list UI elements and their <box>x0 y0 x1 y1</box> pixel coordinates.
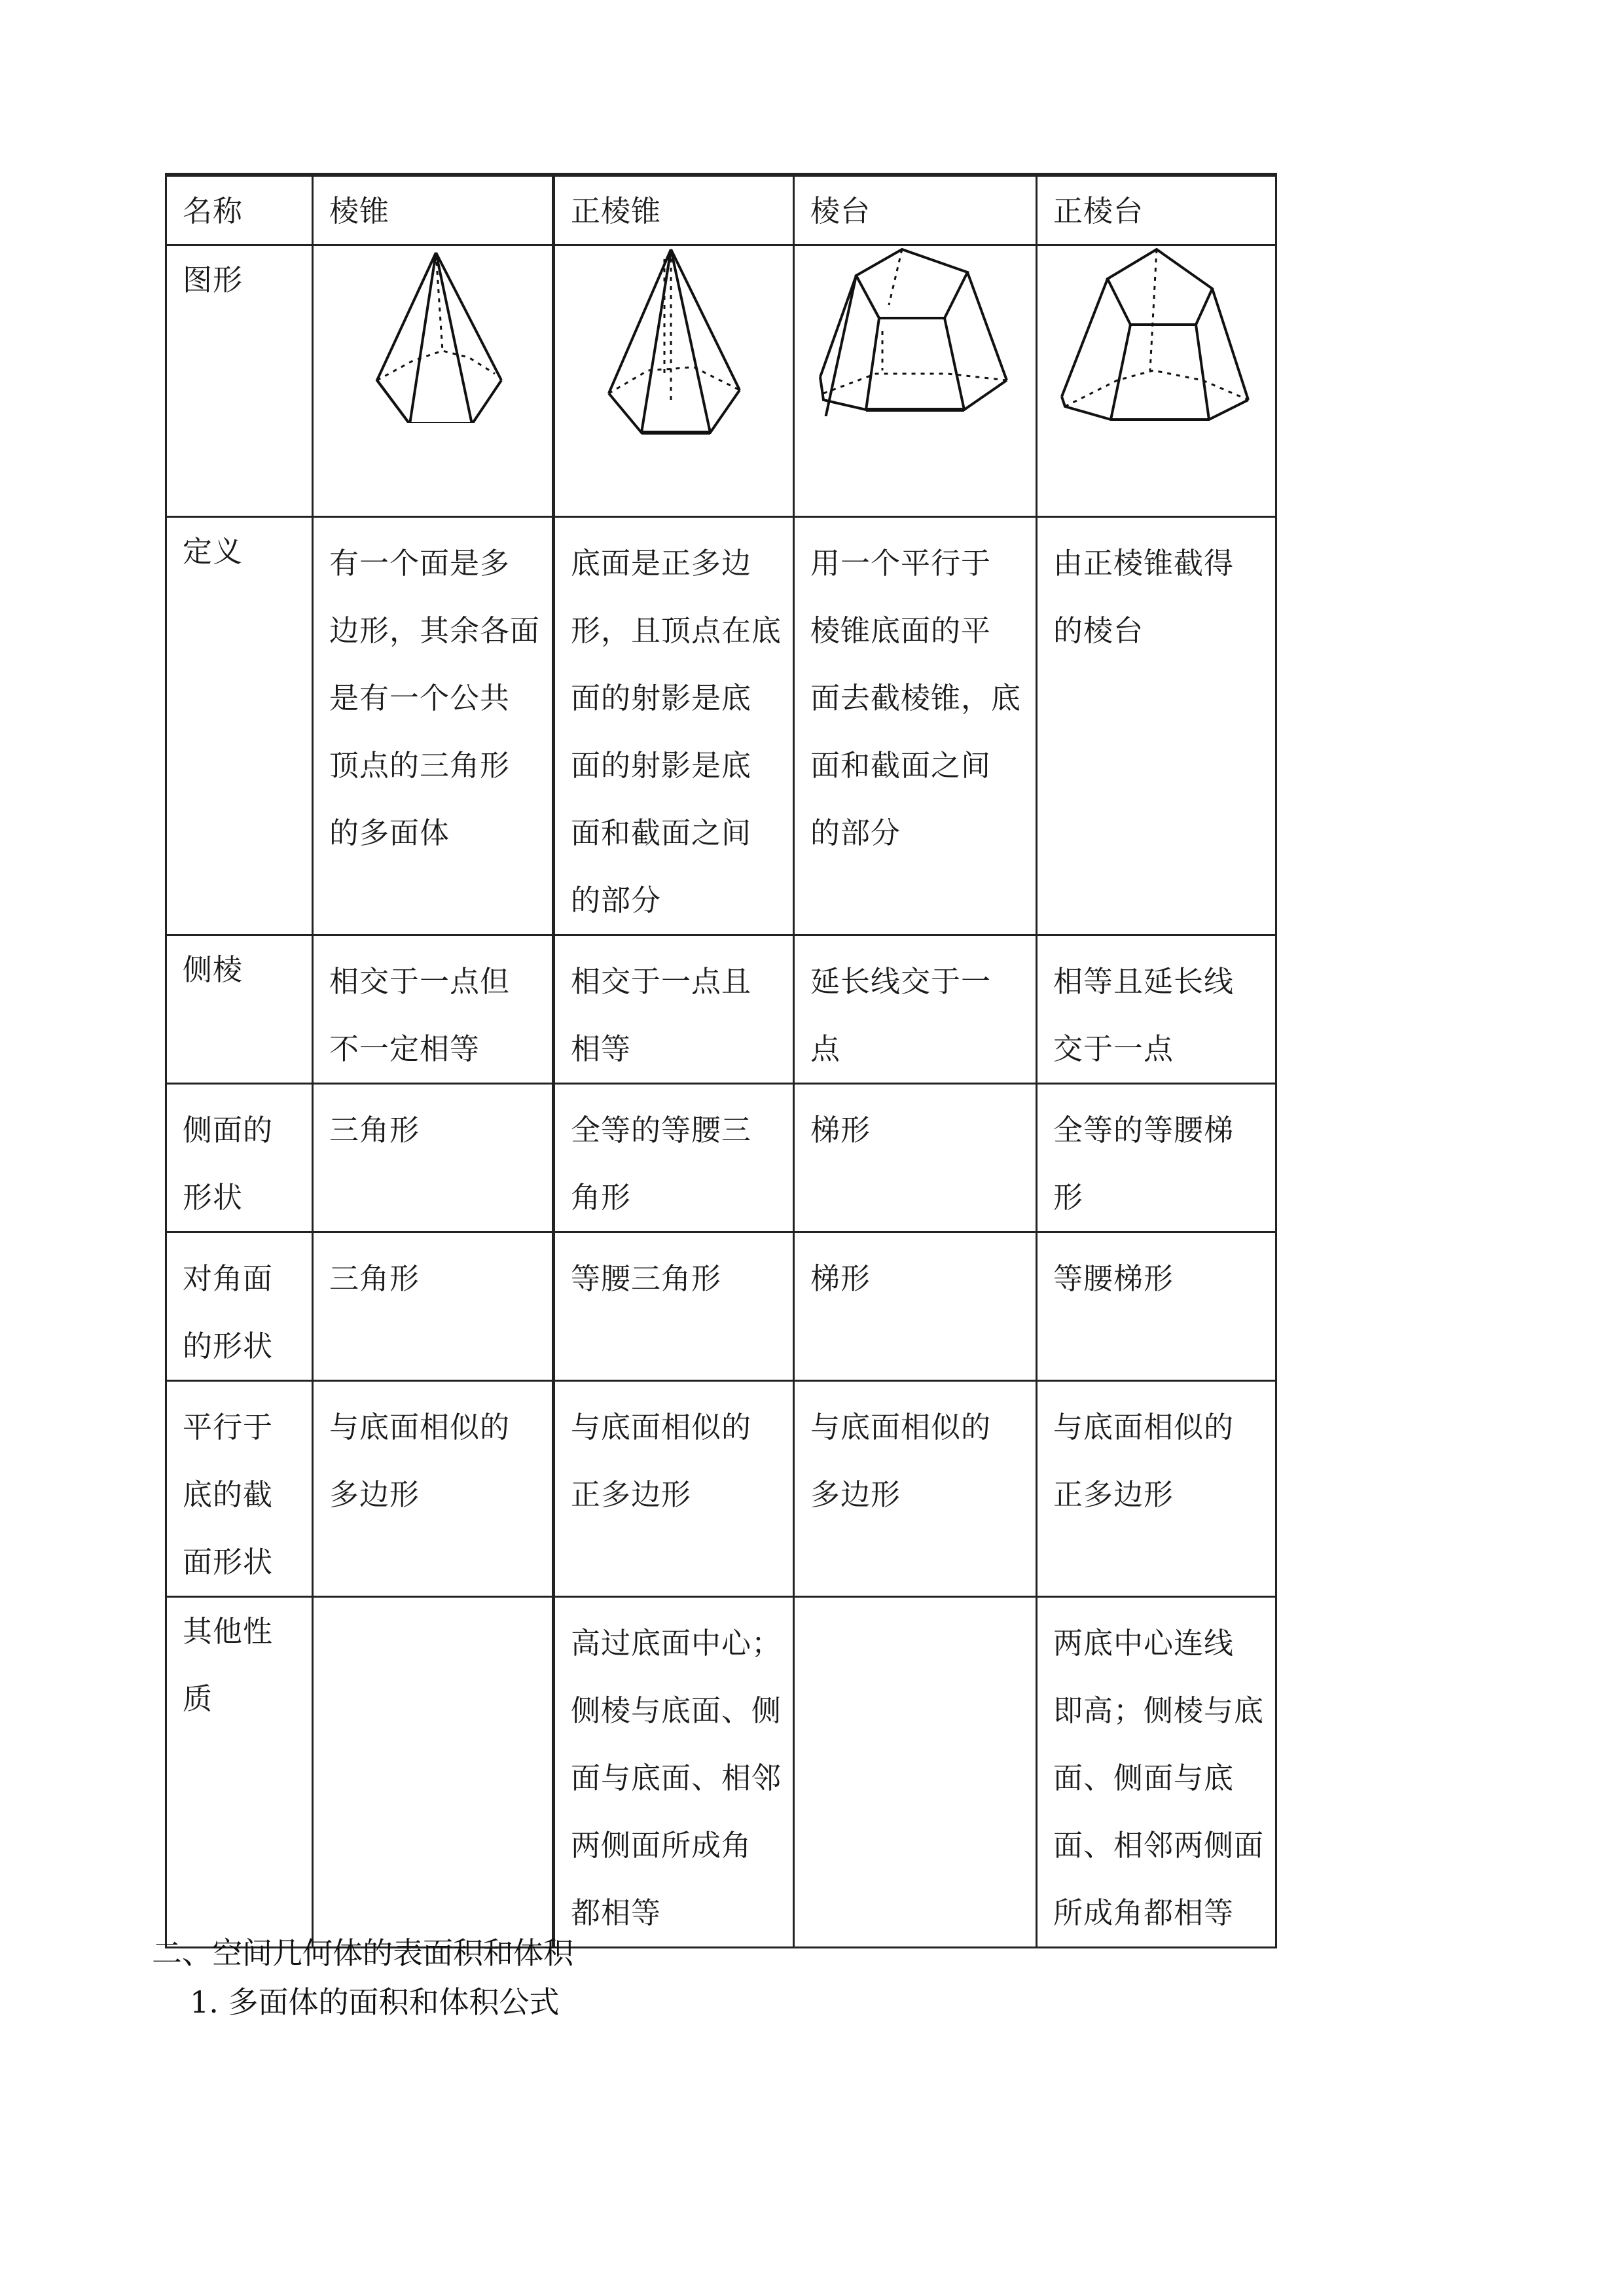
other-pyramid <box>314 1598 552 1609</box>
parallel-section-regular-pyramid: 与底面相似的 正多边形 <box>571 1409 752 1512</box>
row-label: 对角面 的形状 <box>183 1261 274 1363</box>
frustum-figure <box>795 246 1036 416</box>
table-row-lateral-face-shape <box>166 1083 1276 1232</box>
header-frustum: 棱台 <box>810 194 871 228</box>
section-heading: 二、空间几何体的表面积和体积 <box>152 1935 573 1971</box>
definition-frustum: 用一个平行于 棱锥底面的平 面去截棱锥，底 面和截面之间 的部分 <box>810 545 1022 850</box>
diagonal-frustum: 梯形 <box>810 1261 871 1296</box>
regular-frustum-figure <box>1038 246 1275 423</box>
header-regular-pyramid: 正棱锥 <box>571 194 662 228</box>
lateral-edges-pyramid: 相交于一点但 不一定相等 <box>329 963 511 1066</box>
diagonal-pyramid: 三角形 <box>329 1261 420 1296</box>
pyramid-figure <box>314 246 552 423</box>
row-label: 定义 <box>183 533 244 569</box>
parallel-section-frustum: 与底面相似的 多边形 <box>810 1409 992 1512</box>
row-label: 侧棱 <box>183 952 244 987</box>
lateral-face-regular-pyramid: 全等的等腰三 角形 <box>571 1112 752 1215</box>
regular-pyramid-figure <box>555 246 793 436</box>
lateral-edges-regular-pyramid: 相交于一点且 相等 <box>571 963 752 1066</box>
header-label: 名称 <box>183 194 244 228</box>
diagonal-regular-pyramid: 等腰三角形 <box>571 1261 722 1296</box>
parallel-section-regular-frustum: 与底面相似的 正多边形 <box>1053 1409 1235 1512</box>
row-label: 其他性 质 <box>183 1613 274 1716</box>
lateral-face-regular-frustum: 全等的等腰梯 形 <box>1053 1112 1235 1215</box>
parallel-section-pyramid: 与底面相似的 多边形 <box>329 1409 511 1512</box>
table-row-definition <box>166 516 1276 935</box>
other-regular-pyramid: 高过底面中心； 侧棱与底面、侧 面与底面、相邻 两侧面所成角 都相等 <box>571 1625 782 1930</box>
header-regular-frustum: 正棱台 <box>1053 194 1144 228</box>
table-row-lateral-edges <box>166 935 1276 1083</box>
lateral-face-pyramid: 三角形 <box>329 1112 420 1147</box>
solids-comparison-table <box>165 173 1277 1948</box>
other-frustum <box>795 1598 1036 1609</box>
definition-regular-pyramid: 底面是正多边 形，且顶点在底 面的射影是底 面的射影是底 面和截面之间 的部分 <box>571 545 782 918</box>
row-label: 图形 <box>183 262 244 297</box>
definition-regular-frustum: 由正棱锥截得 的棱台 <box>1053 545 1235 648</box>
other-regular-frustum: 两底中心连线 即高；侧棱与底 面、侧面与底 面、相邻两侧面 所成角都相等 <box>1053 1625 1265 1930</box>
table-row-other-properties <box>166 1596 1276 1947</box>
lateral-edges-regular-frustum: 相等且延长线 交于一点 <box>1053 963 1235 1066</box>
header-pyramid: 棱锥 <box>329 194 390 228</box>
row-label: 侧面的 形状 <box>183 1112 274 1215</box>
diagonal-regular-frustum: 等腰梯形 <box>1053 1261 1174 1296</box>
row-label: 平行于 底的截 面形状 <box>183 1409 274 1579</box>
table-header-row <box>166 175 1276 245</box>
table-row-figures <box>166 245 1276 516</box>
section-subheading: 1. 多面体的面积和体积公式 <box>190 1984 560 2020</box>
definition-pyramid: 有一个面是多 边形，其余各面 是有一个公共 顶点的三角形 的多面体 <box>329 545 541 850</box>
lateral-face-frustum: 梯形 <box>810 1112 871 1147</box>
table-row-parallel-section-shape <box>166 1380 1276 1596</box>
table-row-diagonal-section-shape <box>166 1232 1276 1380</box>
lateral-edges-frustum: 延长线交于一 点 <box>810 963 992 1066</box>
